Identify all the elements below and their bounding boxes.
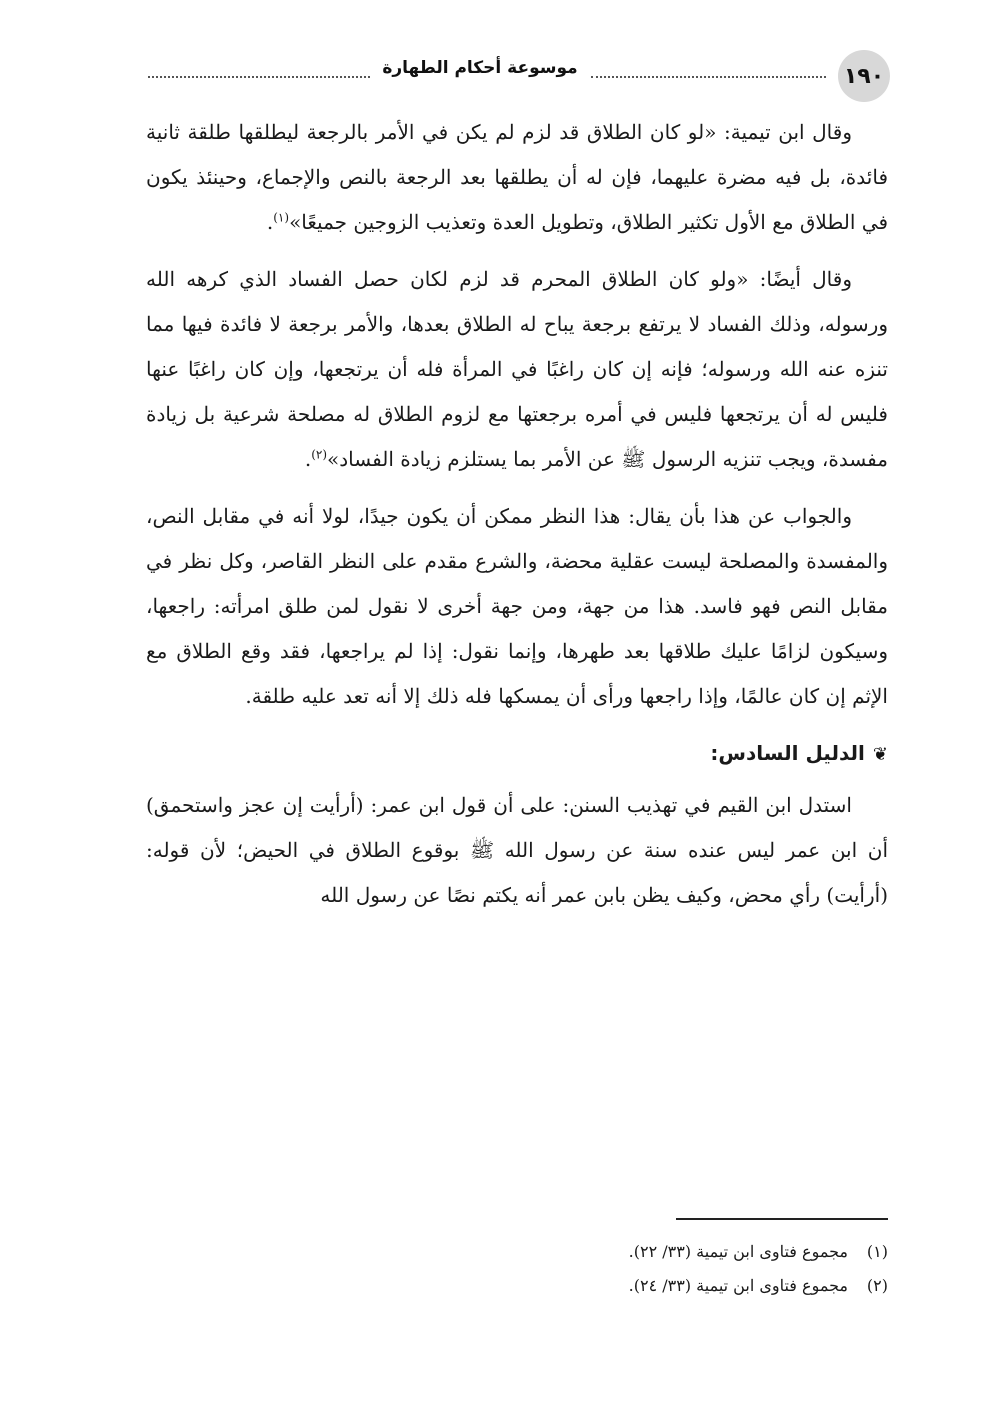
footnotes <box>146 1235 888 1303</box>
footnote-item <box>146 1269 888 1303</box>
paragraph <box>146 257 888 482</box>
paragraph <box>146 110 888 245</box>
footnote-text: مجموع فتاوى ابن تيمية (٣٣/ ٢٤). <box>628 1276 848 1295</box>
paragraph-end: . <box>304 447 312 471</box>
footnote-ref: (٢) <box>311 447 328 462</box>
running-title: موسوعة أحكام الطهارة <box>382 58 578 78</box>
body-text <box>146 110 888 930</box>
header-dotted-rule-left <box>148 76 370 78</box>
paragraph-end: . <box>266 210 274 234</box>
footnote-separator <box>676 1218 888 1220</box>
paragraph-text: وقال أيضًا: «ولو كان الطلاق المحرم قد لزم لكان حصل الفساد الذي كرهه الله ورسوله، وذلك الفساد لا يرتفع برجعة يباح له الطلاق بعدها، والأمر برجعة لا فائدة فيها مما تنزه عنه الله ورسوله؛ فإنه إن كان راغبًا في المرأة فله أن يرتجعها، وإن كان راغبًا عنها فليس له أن يرتجعها فليس في أمره برجعتها مع لزوم الطلاق له مصلحة شرعية بل زيادة مفسدة، ويجب تنزيه الرسول ﷺ عن الأمر بما يستلزم زيادة الفساد» <box>146 267 888 471</box>
leaf-bullet-icon: ❦ <box>872 744 888 765</box>
section-heading <box>146 731 888 777</box>
footnote-item <box>146 1235 888 1269</box>
page-header <box>140 42 890 98</box>
section-heading-text: الدليل السادس: <box>710 741 865 765</box>
paragraph-text: وقال ابن تيمية: «لو كان الطلاق قد لزم لم يكن في الأمر بالرجعة ليطلقها طلقة ثانية فائدة، بل فيه مضرة عليهما، فإن له أن يطلقها بعد الرجعة بالنص والإجماع، وحينئذ يكون في الطلاق مع الأول تكثير الطلاق، وتطويل العدة وتعذيب الزوجين جميعًا» <box>146 120 888 234</box>
header-dotted-rule-right <box>591 76 826 78</box>
footnote-ref: (١) <box>273 210 290 225</box>
footnote-number: (١) <box>866 1242 888 1261</box>
paragraph <box>146 494 888 719</box>
page-number: ١٩٠ <box>838 50 890 102</box>
footnote-text: مجموع فتاوى ابن تيمية (٣٣/ ٢٢). <box>628 1242 848 1261</box>
paragraph-text: والجواب عن هذا بأن يقال: هذا النظر ممكن أن يكون جيدًا، لولا أنه في مقابل النص، والمفسدة والمصلحة ليست عقلية محضة، والشرع مقدم على النظر القاصر، وكل نظر في مقابل النص فهو فاسد. هذا من جهة، ومن جهة أخرى لا نقول لمن طلق امرأته: راجعها، وسيكون لزامًا عليك طلاقها بعد طهرها، وإنما نقول: إذا لم يراجعها، فقد وقع الطلاق مع الإثم إن كان عالمًا، وإذا راجعها ورأى أن يمسكها فله ذلك إلا أنه تعد عليه طلقة. <box>146 504 888 708</box>
paragraph-text: استدل ابن القيم في تهذيب السنن: على أن قول ابن عمر: (أرأيت إن عجز واستحمق) أن ابن عمر ليس عنده سنة عن رسول الله ﷺ بوقوع الطلاق في الحيض؛ لأن قوله: (أرأيت) رأي محض، وكيف يظن بابن عمر أنه يكتم نصًا عن رسول الله <box>146 793 888 907</box>
footnote-number: (٢) <box>866 1276 888 1295</box>
paragraph <box>146 783 888 918</box>
